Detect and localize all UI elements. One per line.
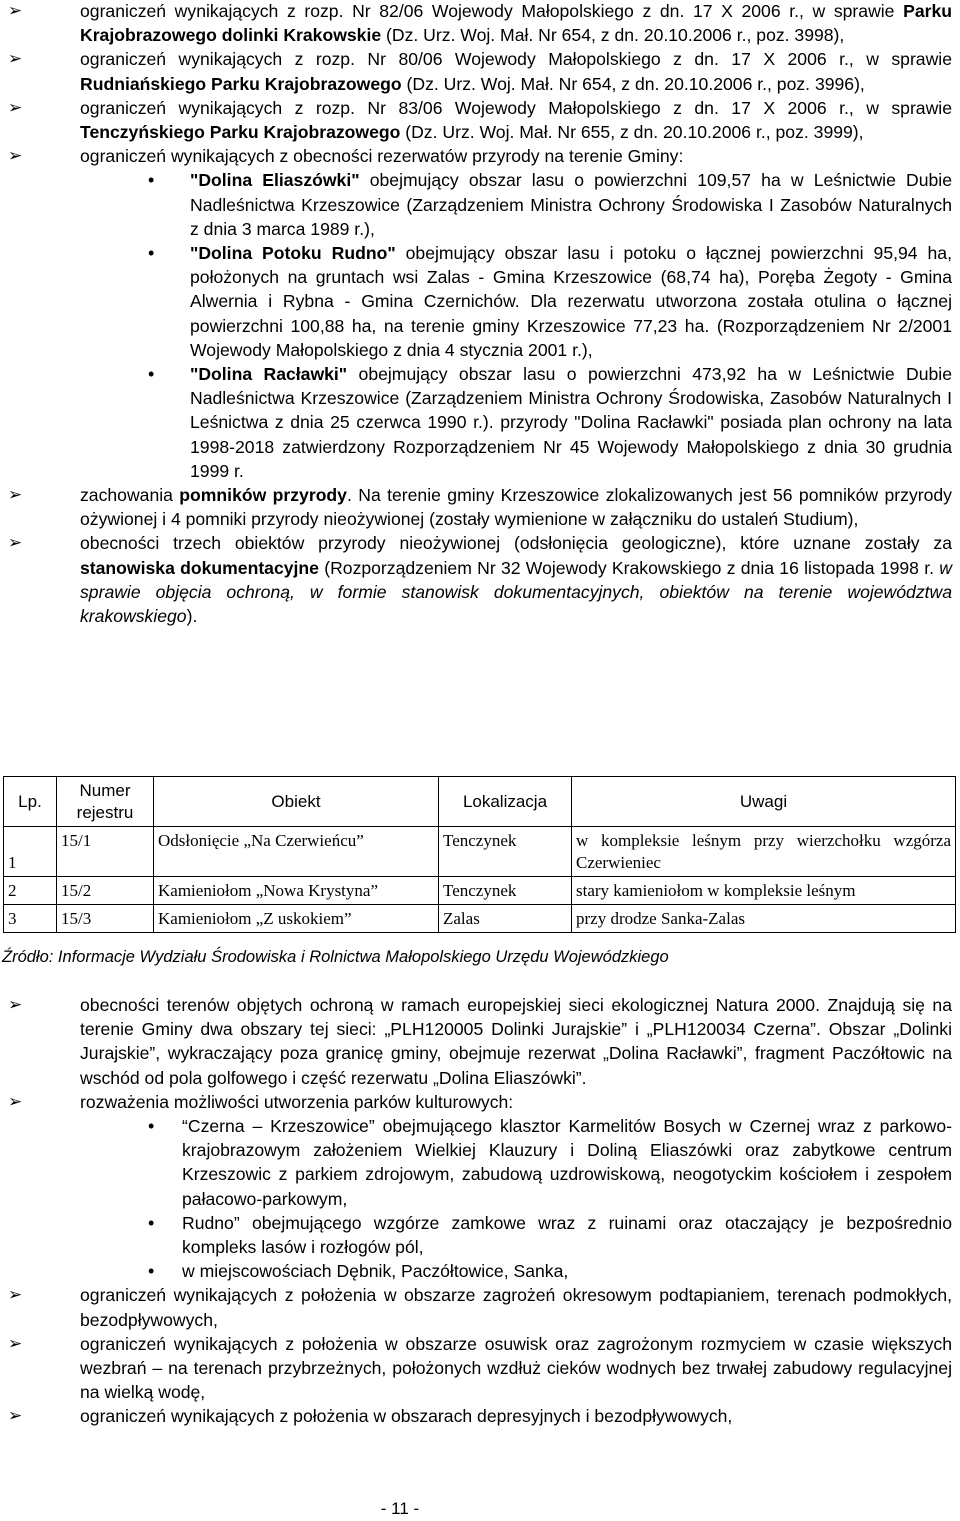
- table-header-row: [4, 777, 956, 827]
- arrow-bullet-icon: ➢: [8, 1285, 23, 1305]
- cell-lp: 2: [4, 877, 57, 905]
- top-list-item: [0, 362, 960, 483]
- top-list-item: [0, 0, 960, 47]
- top-list-item: [0, 168, 960, 241]
- bullet-icon: •: [148, 1261, 155, 1282]
- arrow-bullet-icon: ➢: [8, 1091, 23, 1111]
- arrow-bullet-icon: ➢: [8, 97, 23, 117]
- item-text: Rudno” obejmującego wzgórze zamkowe wraz z ruinami oraz otaczający je bezpośrednio kompleks lasów i rozłogów pól,: [182, 1212, 952, 1258]
- bottom-list-item: [0, 1090, 960, 1114]
- cell-lp: 3: [4, 905, 57, 933]
- item-text: ograniczeń wynikających z położenia w obszarach depresyjnych i bezodpływowych,: [80, 1406, 733, 1427]
- cell-uwagi: przy drodze Sanka-Zalas: [572, 905, 956, 933]
- bullet-icon: •: [148, 243, 155, 264]
- item-text: "Dolina Eliaszówki" obejmujący obszar lasu o powierzchni 109,57 ha w Leśnictwie Dubie Nadleśnictwa Krzeszowice (Zarządzeniem Ministra Ochrony Środowiska I Zasobów Naturalnych z dnia 3 marca 1989 r.),: [190, 170, 952, 239]
- cell-lp: 1: [4, 827, 57, 877]
- table-source-note: Źródło: Informacje Wydziału Środowiska i Rolnictwa Małopolskiego Urzędu Wojewódzkiego: [2, 948, 669, 966]
- item-text: obecności trzech obiektów przyrody nieożywionej (odsłonięcia geologiczne), które uznane zostały za stanowiska dokumentacyjne (Rozporządzeniem Nr 32 Wojewody Krakowskiego z dnia 16 listopada 1998 r. w sprawie objęcia ochroną, w formie stanowisk dokumentacyjnych, obiektów na terenie województwa krakowskiego).: [80, 533, 952, 627]
- top-list-item: [0, 531, 960, 628]
- arrow-bullet-icon: ➢: [8, 146, 23, 166]
- top-list-item: [0, 483, 960, 531]
- header-obiekt: Obiekt: [154, 777, 439, 827]
- header-uwagi: Uwagi: [572, 777, 956, 827]
- cell-uwagi: w kompleksie leśnym przy wierzchołku wzgórza Czerwieniec: [572, 827, 956, 877]
- item-text: "Dolina Potoku Rudno" obejmujący obszar lasu i potoku o łącznej powierzchni 95,94 ha, położonych na gruntach wsi Zalas - Gmina Krzeszowice (68,74 ha), Poręba Żegoty - Gmina Alwernia i Rybna - Gmina Czernichów. Dla rezerwatu utworzona została otulina o łącznej powierzchni 100,88 ha, na terenie gminy Krzeszowice 77,23 ha. (Rozporządzeniem Nr 2/2001 Wojewody Małopolskiego z dnia 4 stycznia 2001 r.),: [190, 243, 952, 360]
- header-lp: Lp.: [4, 777, 57, 827]
- arrow-bullet-icon: ➢: [8, 533, 23, 553]
- cell-lokalizacja: Zalas: [439, 905, 572, 933]
- restrictions-list-top: [0, 0, 960, 628]
- bullet-icon: •: [148, 1116, 155, 1137]
- item-text: zachowania pomników przyrody. Na terenie gminy Krzeszowice zlokalizowanych jest 56 pomników przyrody ożywionej i 4 pomniki przyrody nieożywionej (zostały wymienione w załączniku do ustaleń Studium),: [80, 485, 952, 530]
- arrow-bullet-icon: ➢: [8, 995, 23, 1014]
- bottom-list-item: [0, 1283, 960, 1331]
- bullet-icon: •: [148, 364, 155, 385]
- bottom-list-item: [0, 1332, 960, 1405]
- bottom-list-item: [0, 1211, 960, 1259]
- page-number: - 11 -: [380, 1499, 420, 1518]
- arrow-bullet-icon: ➢: [8, 1406, 23, 1426]
- bullet-icon: •: [148, 170, 155, 191]
- cell-numer: 15/1: [57, 827, 154, 877]
- cell-numer: 15/2: [57, 877, 154, 905]
- cell-obiekt: Kamieniołom „Nowa Krystyna”: [154, 877, 439, 905]
- bullet-icon: •: [148, 1212, 155, 1233]
- item-text: ograniczeń wynikających z obecności rezerwatów przyrody na terenie Gminy:: [80, 146, 684, 167]
- item-text: “Czerna – Krzeszowice” obejmującego klasztor Karmelitów Bosych w Czernej wraz z parkowo-krajobrazowym założeniem Wielkiej Klauzury i Doliną Eliaszówki oraz zabytkowe centrum Krzeszowic z parkiem zdrojowym, zabudową uzdrowiskową, neogotyckim kościołem i zespołem pałacowo-parkowym,: [182, 1116, 952, 1209]
- table-row: [4, 877, 956, 905]
- table-row: [4, 905, 956, 933]
- restrictions-list-bottom: [0, 993, 960, 1429]
- arrow-bullet-icon: ➢: [8, 1, 23, 20]
- cell-obiekt: Kamieniołom „Z uskokiem”: [154, 905, 439, 933]
- bottom-list-item: [0, 1404, 960, 1428]
- item-text: w miejscowościach Dębnik, Paczółtowice, Sanka,: [182, 1261, 569, 1282]
- item-text: ograniczeń wynikających z rozp. Nr 82/06 Wojewody Małopolskiego z dn. 17 X 2006 r., w sprawie Parku Krajobrazowego dolinki Krakowskie (Dz. Urz. Woj. Mał. Nr 654, z dn. 20.10.2006 r., poz. 3998),: [80, 1, 952, 46]
- item-text: rozważenia możliwości utworzenia parków kulturowych:: [80, 1091, 514, 1112]
- table-row: [4, 827, 956, 877]
- arrow-bullet-icon: ➢: [8, 485, 23, 505]
- top-list-item: [0, 144, 960, 168]
- arrow-bullet-icon: ➢: [8, 49, 23, 69]
- item-text: ograniczeń wynikających z położenia w obszarze zagrożeń okresowym podtapianiem, terenach podmokłych, bezodpływowych,: [80, 1285, 952, 1330]
- cell-obiekt: Odsłonięcie „Na Czerwieńcu”: [154, 827, 439, 877]
- arrow-bullet-icon: ➢: [8, 1333, 23, 1353]
- top-list-item: [0, 241, 960, 362]
- cell-lokalizacja: Tenczynek: [439, 827, 572, 877]
- header-lokalizacja: Lokalizacja: [439, 777, 572, 827]
- item-text: ograniczeń wynikających z położenia w obszarze osuwisk oraz zagrożonym rozmyciem w czasie większych wezbrań – na terenach przybrzeżnych, położonych wzdłuż cieków wodnych bez trwałej zabudowy regulacyjnej na wielką wodę,: [80, 1333, 952, 1403]
- item-text: "Dolina Racławki" obejmujący obszar lasu o powierzchni 473,92 ha w Leśnictwie Dubie Nadleśnictwa Krzeszowice (Zarządzeniem Ministra Ochrony Środowiska, Zasobów Naturalnych I Leśnictwa z dnia 25 czerwca 1990 r.). przyrody "Dolina Racławki" posiada plan ochrony na lata 1998-2018 zatwierdzony Rozporządzeniem Nr 45 Wojewody Małopolskiego z dnia 30 grudnia 1999 r.: [190, 364, 952, 481]
- bottom-list-item: [0, 1114, 960, 1211]
- item-text: ograniczeń wynikających z rozp. Nr 83/06 Wojewody Małopolskiego z dn. 17 X 2006 r., w sprawie Tenczyńskiego Parku Krajobrazowego (Dz. Urz. Woj. Mał. Nr 655, z dn. 20.10.2006 r., poz. 3999),: [80, 97, 952, 143]
- cell-lokalizacja: Tenczynek: [439, 877, 572, 905]
- cell-numer: 15/3: [57, 905, 154, 933]
- header-numer: Numer rejestru: [57, 777, 154, 827]
- bottom-list-item: [0, 1259, 960, 1283]
- documentation-sites-table: [3, 776, 956, 933]
- bottom-list-item: [0, 993, 960, 1090]
- item-text: ograniczeń wynikających z rozp. Nr 80/06 Wojewody Małopolskiego z dn. 17 X 2006 r., w sprawie Rudniańskiego Parku Krajobrazowego (Dz. Urz. Woj. Mał. Nr 654, z dn. 20.10.2006 r., poz. 3996),: [80, 49, 952, 94]
- cell-uwagi: stary kamieniołom w kompleksie leśnym: [572, 877, 956, 905]
- item-text: obecności terenów objętych ochroną w ramach europejskiej sieci ekologicznej Natura 2000. Znajdują się na terenie Gminy dwa obszary tej sieci: „PLH120005 Dolinki Jurajskie” i „PLH120034 Czerna”. Obszar „Dolinki Jurajskie”, wykraczający poza granicę gminy, obejmuje rezerwat „Dolina Racławki”, fragment Paczółtowic na wschód od pola golfowego i część rezerwatu „Dolina Eliaszówki”.: [80, 995, 952, 1088]
- top-list-item: [0, 96, 960, 144]
- top-list-item: [0, 47, 960, 95]
